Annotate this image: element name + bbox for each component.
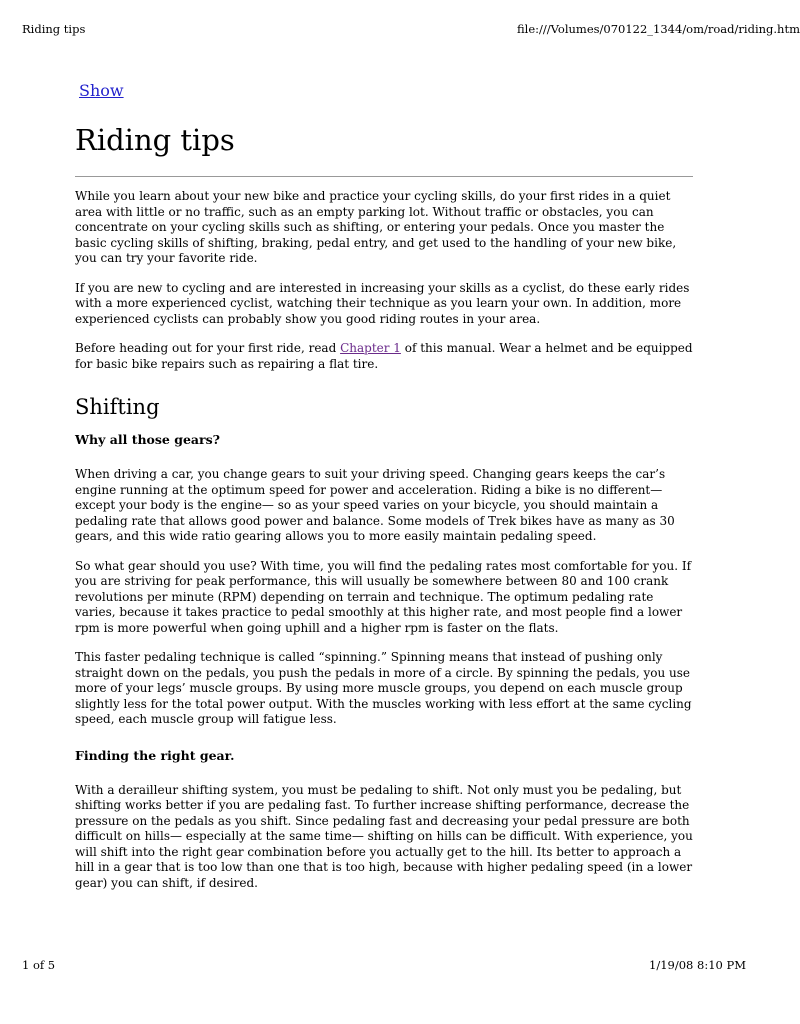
intro-paragraph-1: While you learn about your new bike and practice your cycling skills, do your first rides in a quiet area with little or no traffic, such as an empty parking lot. Without traffic or obstacles, you can concentrate on your cycling skills such as shifting, or entering your pedals. Once you master the basic cycling skills of shifting, braking, pedal entry, and get used to the handling of your new bike, you can try your favorite ride. bbox=[75, 189, 677, 265]
chapter-1-link[interactable]: Chapter 1 bbox=[340, 341, 401, 355]
print-header-title: Riding tips bbox=[22, 22, 86, 36]
print-footer bbox=[22, 958, 746, 974]
why-gears-paragraph-2: So what gear should you use? With time, you will find the pedaling rates most comfortable for you. If you are striving for peak performance, this will usually be somewhere between 80 and 100 crank revolutions per minute (RPM) depending on terrain and technique. The optimum pedaling rate varies, because it takes practice to pedal smoothly at this higher rate, and most people find a lower rpm is more powerful when going uphill and a higher rpm is faster on the flats. bbox=[75, 558, 692, 635]
page-number: 1 of 5 bbox=[22, 958, 56, 972]
before-ride-text-post: of this manual. Wear a helmet and be equipped for basic bike repairs such as repairing a flat tire. bbox=[75, 341, 693, 371]
shifting-heading: Shifting bbox=[75, 395, 160, 419]
intro-paragraph-2: If you are new to cycling and are interested in increasing your skills as a cyclist, do these early rides with a more experienced cyclist, watching their technique as you learn your own. In addition, more experienced cyclists can probably show you good riding routes in your area. bbox=[75, 280, 690, 326]
page-title: Riding tips bbox=[75, 123, 235, 157]
why-gears-paragraph-1: When driving a car, you change gears to suit your driving speed. Changing gears keeps the car’s engine running at the optimum speed for power and acceleration. Riding a bike is no different— except your body is the engine— so as your speed varies on your bicycle, you should maintain a pedaling rate that allows good power and balance. Some models of Trek bikes have as many as 30 gears, and this wide ratio gearing allows you to more easily maintain pedaling speed. bbox=[75, 467, 675, 543]
document-content bbox=[75, 78, 697, 905]
print-header-url: file:///Volumes/070122_1344/om/road/riding.htm bbox=[517, 22, 800, 36]
before-ride-paragraph bbox=[75, 341, 697, 372]
why-gears-heading: Why all those gears? bbox=[75, 432, 220, 447]
right-gear-heading: Finding the right gear. bbox=[75, 747, 235, 763]
right-gear-paragraph-1: With a derailleur shifting system, you must be pedaling to shift. Not only must you be pedaling, but shifting works better if you are pedaling fast. To further increase shifting performance, decrease the pressure on the pedals as you shift. Since pedaling fast and decreasing your pedal pressure are both difficult on hills— especially at the same time— shifting on hills can be difficult. With experience, you will shift into the right gear combination before you actually get to the hill. Its better to approach a hill in a gear that is too low than one that is too high, because with higher pedaling speed (in a lower gear) you can shift, if desired. bbox=[75, 782, 693, 890]
show-link[interactable]: Show bbox=[79, 81, 124, 100]
why-gears-paragraph-3: This faster pedaling technique is called “spinning.” Spinning means that instead of pushing only straight down on the pedals, you push the pedals in more of a circle. By spinning the pedals, you use more of your legs’ muscle groups. By using more muscle groups, you depend on each muscle group slightly less for the total power output. With the muscles working with less effort at the same cycling speed, each muscle group will fatigue less. bbox=[75, 650, 692, 726]
title-divider bbox=[75, 176, 693, 177]
print-datetime: 1/19/08 8:10 PM bbox=[649, 958, 746, 972]
print-header bbox=[22, 22, 800, 38]
before-ride-text-pre: Before heading out for your first ride, read bbox=[75, 341, 341, 355]
